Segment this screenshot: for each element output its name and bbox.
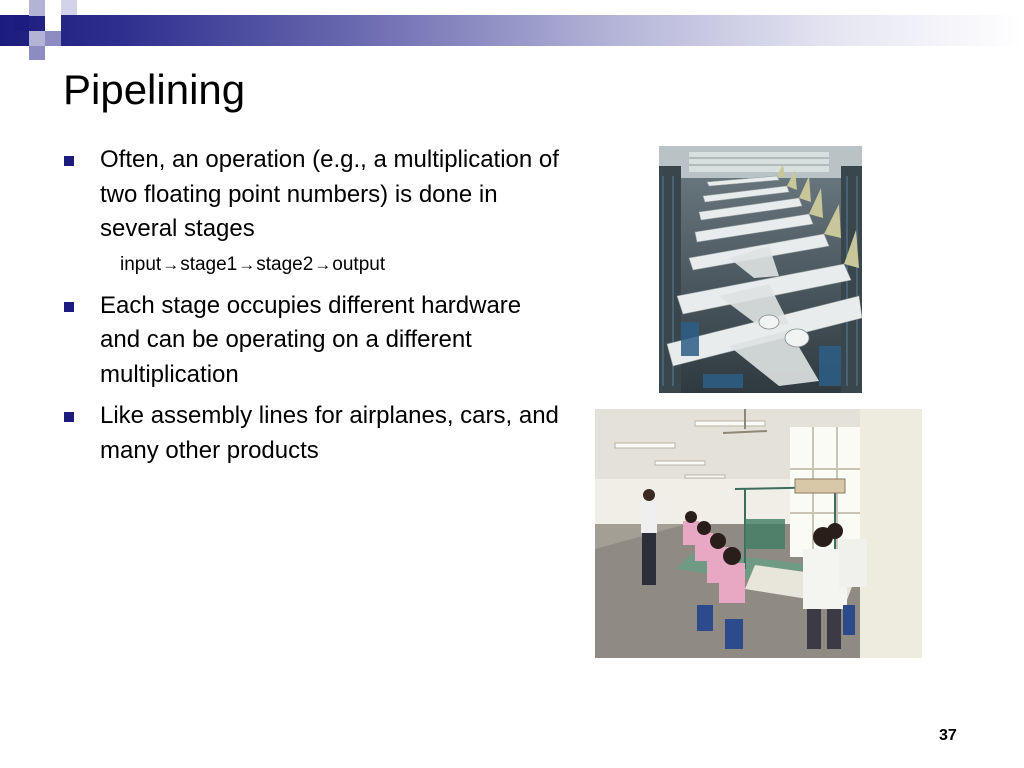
bullet-text: Like assembly lines for airplanes, cars, and many other products: [100, 402, 559, 464]
right-arrow-icon: →: [238, 254, 256, 274]
sub-bullet-pipeline: [63, 252, 563, 278]
bullet-marker-icon: [64, 412, 74, 422]
slide-title: Pipelining: [63, 66, 246, 113]
bullet-marker-icon: [64, 156, 74, 166]
airplane-assembly-photo: [659, 146, 862, 393]
header-gradient-bar: [0, 15, 1024, 46]
header-square-decoration: [29, 46, 45, 60]
bullet-item: [63, 143, 563, 247]
header-square-decoration: [45, 31, 61, 46]
pipeline-stage: stage1: [180, 253, 238, 275]
header-square-decoration: [29, 0, 45, 16]
bullet-text: Often, an operation (e.g., a multiplication of two floating point numbers) is done in several stages: [100, 146, 559, 242]
page-number: 37: [939, 727, 957, 744]
bullet-item: [63, 399, 563, 468]
right-arrow-icon: →: [162, 254, 180, 274]
pipeline-stage: input: [120, 253, 162, 275]
header-square-decoration: [61, 0, 77, 15]
pipeline-stage: output: [332, 253, 386, 275]
bullet-marker-icon: [64, 302, 74, 312]
factory-assembly-line-photo: [595, 409, 922, 658]
bullet-list: [63, 143, 563, 475]
bullet-text: Each stage occupies different hardware and can be operating on a different multiplication: [100, 291, 522, 388]
header-square-decoration: [29, 31, 45, 46]
bullet-item: [63, 289, 563, 393]
header-square-decoration: [45, 15, 61, 31]
pipeline-stage: stage2: [256, 253, 314, 275]
header-square-decoration: [13, 15, 29, 31]
right-arrow-icon: →: [314, 254, 332, 274]
